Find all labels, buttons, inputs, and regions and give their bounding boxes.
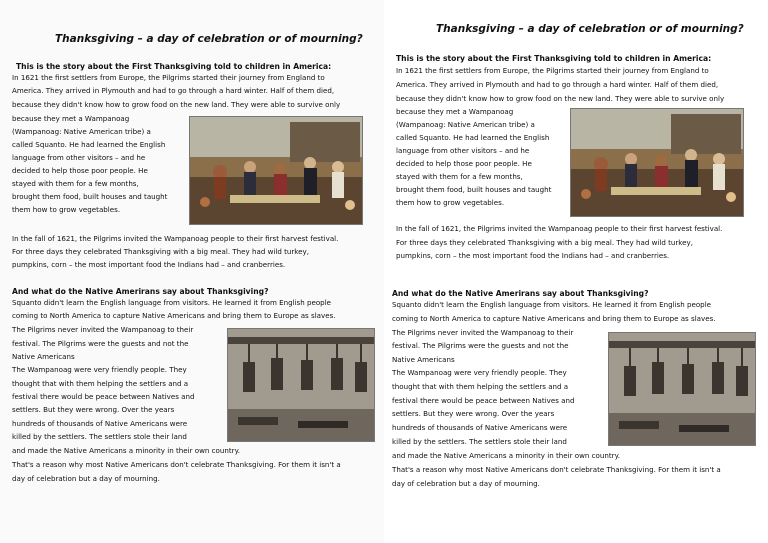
harvest-line: pumpkins, corn – the most important food the Indians had – and cranberries. — [12, 260, 286, 269]
native-line: The Wampanoag were very friendly people. They — [392, 368, 567, 377]
thanksgiving-feast-picture — [189, 116, 363, 225]
story-heading: This is the story about the First Thanksgiving told to children in America: — [16, 62, 332, 71]
native-line: thought that with them helping the settlers and a — [12, 379, 189, 388]
story-line: them how to grow vegetables. — [12, 205, 121, 214]
story-line: because they met a Wampanoag — [396, 107, 514, 116]
story-line: (Wampanoag: Native American tribe) a — [12, 127, 151, 136]
story-line: called Squanto. He had learned the English — [396, 133, 550, 142]
native-line: festival. The Pilgrims were the guests and not the — [12, 339, 189, 348]
story-line: language from other visitors – and he — [396, 146, 530, 155]
story-line: America. They arrived in Plymouth and had to go through a hard winter. Half of them died, — [12, 86, 335, 95]
native-line: killed by the settlers. The settlers stole their land — [392, 437, 567, 446]
story-line: called Squanto. He had learned the English — [12, 140, 166, 149]
native-line: festival there would be peace between Natives and — [12, 392, 195, 401]
thanksgiving-feast-picture — [570, 108, 744, 217]
native-line: festival there would be peace between Natives and — [392, 396, 575, 405]
native-line: and made the Native Americans a minority in their own country. — [392, 451, 621, 460]
native-line: Squanto didn't learn the English language from visitors. He learned it from English people — [392, 300, 712, 309]
story-line: stayed with them for a few months, — [396, 172, 523, 181]
native-line: That's a reason why most Native Americans don't celebrate Thanksgiving. For them it isn't a — [392, 465, 721, 474]
native-line: and made the Native Americans a minority in their own country. — [12, 446, 241, 455]
story-line: America. They arrived in Plymouth and had to go through a hard winter. Half of them died, — [396, 80, 719, 89]
native-line: Squanto didn't learn the English language from visitors. He learned it from English people — [12, 298, 332, 307]
story-heading: This is the story about the First Thanksgiving told to children in America: — [396, 54, 712, 63]
harvest-line: For three days they celebrated Thanksgiving with a big meal. They had wild turkey, — [396, 238, 693, 247]
native-line: coming to North America to capture Native Americans and bring them to Europe as slaves. — [392, 314, 716, 323]
native-line: The Pilgrims never invited the Wampanoag to their — [12, 325, 194, 334]
story-line: decided to help those poor people. He — [396, 159, 532, 168]
native-line: killed by the settlers. The settlers stole their land — [12, 432, 187, 441]
story-line: them how to grow vegetables. — [396, 198, 505, 207]
native-line: hundreds of thousands of Native Americans were — [392, 423, 568, 432]
page-title: Thanksgiving – a day of celebration or of mourning? — [436, 23, 744, 35]
native-heading: And what do the Native Amerirans say about Thanksgiving? — [12, 287, 269, 296]
story-line: In 1621 the first settlers from Europe, the Pilgrims started their journey from England to — [12, 73, 325, 82]
native-line: festival. The Pilgrims were the guests and not the — [392, 341, 569, 350]
harvest-line: pumpkins, corn – the most important food the Indians had – and cranberries. — [396, 251, 670, 260]
hanging-engraving-picture — [227, 328, 375, 442]
story-line: because they didn't know how to grow food on the new land. They were able to survive only — [396, 94, 725, 103]
native-line: The Wampanoag were very friendly people. They — [12, 365, 187, 374]
story-line: because they didn't know how to grow food on the new land. They were able to survive only — [12, 100, 341, 109]
native-line: day of celebration but a day of mourning. — [12, 474, 160, 483]
story-line: brought them food, built houses and taught — [396, 185, 552, 194]
native-line: Native Americans — [12, 352, 75, 361]
story-line: (Wampanoag: Native American tribe) a — [396, 120, 535, 129]
hanging-engraving-picture — [608, 332, 756, 446]
native-line: Native Americans — [392, 355, 455, 364]
native-heading: And what do the Native Amerirans say about Thanksgiving? — [392, 289, 649, 298]
harvest-line: In the fall of 1621, the Pilgrims invited the Wampanoag people to their first harvest festival. — [396, 224, 723, 233]
story-line: In 1621 the first settlers from Europe, the Pilgrims started their journey from England to — [396, 66, 709, 75]
story-line: brought them food, built houses and taught — [12, 192, 168, 201]
native-line: settlers. But they were wrong. Over the years — [12, 405, 175, 414]
native-line: thought that with them helping the settlers and a — [392, 382, 569, 391]
native-line: hundreds of thousands of Native Americans were — [12, 419, 188, 428]
story-line: because they met a Wampanoag — [12, 114, 130, 123]
story-line: decided to help those poor people. He — [12, 166, 148, 175]
native-line: That's a reason why most Native Americans don't celebrate Thanksgiving. For them it isn't a — [12, 460, 341, 469]
native-line: coming to North America to capture Native Americans and bring them to Europe as slaves. — [12, 311, 336, 320]
page-title: Thanksgiving – a day of celebration or of mourning? — [55, 33, 363, 45]
harvest-line: In the fall of 1621, the Pilgrims invited the Wampanoag people to their first harvest festival. — [12, 234, 339, 243]
native-line: settlers. But they were wrong. Over the years — [392, 409, 555, 418]
native-line: The Pilgrims never invited the Wampanoag to their — [392, 328, 574, 337]
native-line: day of celebration but a day of mourning. — [392, 479, 540, 488]
worksheet-copy-right — [384, 0, 768, 543]
story-line: language from other visitors – and he — [12, 153, 146, 162]
harvest-line: For three days they celebrated Thanksgiving with a big meal. They had wild turkey, — [12, 247, 309, 256]
story-line: stayed with them for a few months, — [12, 179, 139, 188]
